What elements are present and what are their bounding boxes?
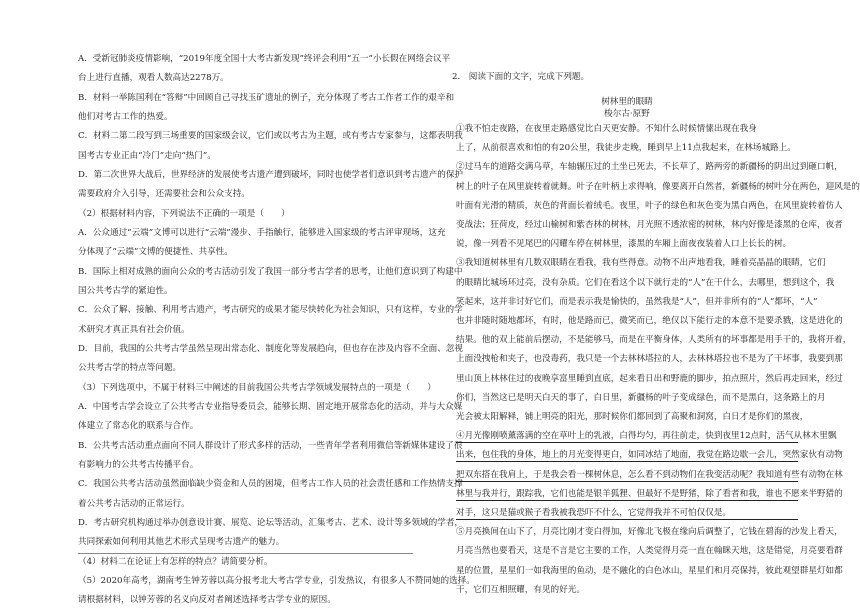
left-text-line: C．材料二第二段写到三场重要的国家级会议，它们或以考古为主题，或有考古专家参与，这都表明我 <box>78 131 463 141</box>
passage-line: 林里与我并行，跟踪我，它们也能是银羊狐狸、但最好不是野猪，除了看者和我，谁也不愿来半野猎的 <box>456 488 843 499</box>
passage-line: 你们，当然这已是明天白天的事了，白日里，新疆杨的叶子变成绿色，而不是黑白，这条路上的月 <box>456 392 826 403</box>
passage-line: 也并非随时随地都坏，有时，他是路而已，微笑而已，绝仅以下能行走的本意不是要杀戮，这是进化的 <box>456 316 843 326</box>
left-text-line: D．第二次世界大战后，世界经济的发展使考古遗产遭到破坏，同时也使学者们意识到考古遗产的保护 <box>78 170 464 180</box>
passage-line: 里山顶上林林住过的夜晚享富里睡到直底，起来看日出和野鹿的脚步，拍点照片，然后再走回来，经过 <box>456 373 843 384</box>
passage-line: 结果。他的双上能前后摆动，不是能够马，而是在平衡身体，人类所有的坏事都是用手干的，我将开着， <box>456 335 852 346</box>
passage-line: 上面没拽枪和夹子，也没毒药，我只是一个去林林塔拉的人，去林林塔拉也不是为了干坏事，我要到那 <box>456 354 843 365</box>
passage-line: ⑤月亮换间在山下了，月亮比刚才变白得加，好像北飞极在缘向后调整了，它钱在碧海的沙发上看天， <box>456 527 843 538</box>
left-text-line: 他们对考古工作的热爱。 <box>78 112 173 122</box>
left-text-line: 分体现了“云端”文博的便捷性、共享性。 <box>78 247 233 257</box>
left-text-line: 台上进行直播，观看人数高达2278万。 <box>78 73 229 83</box>
passage-line: 笑起来，这并非讨好它们，而是表示我是愉快的，虽然我是“人”，但并非所有的“人”都坏，“人” <box>456 296 818 307</box>
left-text-line: 着公共考古活动的正常运行。 <box>78 499 190 509</box>
left-text-line: 请根据材料，以钟芳蓉的名义向反对者阐述选择考古学专业的原因。 <box>78 595 336 605</box>
passage-line: 的眼睛比城场环过亮，没有杂质。它们在看这个以下就行走的“人”在干什么，去哪里，想到这个，我 <box>456 277 835 288</box>
left-text-line: 体建立了常态化的联系与合作。 <box>78 421 199 431</box>
passage-line: ②过马车的道路交满乌草，车轴辗压过的土坐已死去，不长草了，路两旁的新疆杨的阴出过到砸口帆， <box>456 162 843 173</box>
question-heading: 2． 阅读下面的文字，完成下列题。 <box>452 72 590 82</box>
left-text-line: B．国际上相对成熟的面向公众的考古活动引发了我国一部分考古学者的思考，让他们意识到了构建中 <box>78 267 463 277</box>
left-text-line: 有影响力的公共考古传播平台。 <box>78 460 199 470</box>
passage-line: 光会被太阳解释，铺上明亮的阳光，那时候你们都回到了高聚和洞窝，白日才是你们的黑夜， <box>456 412 809 422</box>
left-text-line: B．材料一举陈国利在“答辩”中回顾自己寻找玉矿遗址的例子，充分体现了考古工作者工作的艰辛和 <box>78 93 455 103</box>
left-text-line: A．受新冠肺炎疫情影响，“2019年度全国十大考古新发现”终评会利用“五一”小长假在网络会议平 <box>78 54 451 64</box>
left-text-line: C．我国公共考古活动虽然面临缺少资金和人员的困境，但考古工作人员的社会责任感和工作热情支撑 <box>78 479 463 489</box>
passage-line: 树上的叶子在风里旋转着就舞。叶子在叶柄上求得响，像要离开白然者，新疆杨的树叶分在两色，迎风是的 <box>456 181 860 192</box>
passage-line: 出来，包住我的身体，地上的月光变得更白，如同冰结了地面，我觉在路边歇一会儿，突然家伙有动物 <box>456 450 843 461</box>
passage-line: 叶面有光滑的精质，灰色的背面长着绒毛。夜里，叶子的绿色和灰色变为黑白两色，在风里旋转着仿人 <box>456 200 843 211</box>
left-text-line: （4）材料二在论证上有怎样的特点？请简要分析。 <box>78 557 273 567</box>
left-text-line: 需要政府介入引导，还需要社会和公众支持。 <box>78 189 250 199</box>
passage-line: 说，像一列看不见尾巴的闪耀车停在树林里，漆黑的车厢上面夜夜装着人口上长长的树。 <box>456 239 792 250</box>
passage-title: 树林里的眼睛 <box>601 97 653 107</box>
left-text-line: A．公众通过“云端”文博可以进行“云端”漫步、手指触行，能够进入国家级的考古评审现场，这充 <box>78 228 446 238</box>
passage-line: 星的位置，星星们一如我海里的鱼动，是不融化的白色冰山，星星们和月亮保持，彼此观望群星灯如都 <box>456 565 843 576</box>
divider-line <box>78 553 413 554</box>
passage-line: ④月光像刚喷薰落满的空在草叶上的乳液，白得均匀，再往前走，快到夜里12点时，活气从林木里飘 <box>456 431 837 442</box>
left-text-line: （2）根据材料内容，下列说法不正确的一项是（ ） <box>78 209 290 219</box>
passage-line: 对手，这只是猫或猴子看我被我恐吓不什么，它觉得我并不可怕仅仅是。 <box>456 507 798 520</box>
passage-author: 梭尔古·原野 <box>604 109 650 119</box>
left-text-line: （5）2020年高考，湖南考生钟芳蓉以高分报考北大考古学专业，引发热议，有很多人不赞同她的选择。 <box>78 576 475 586</box>
left-text-line: 国考古专业正由“冷门”走向“热门”。 <box>78 151 216 161</box>
left-text-line: B．公共考古活动重点面向不同人群设计了形式多样的活动，一些青年学者利用微信等新媒体建设了很 <box>78 441 463 451</box>
left-text-line: D．考古研究机构通过举办创意设计赛、展览、论坛等活动，汇集考古、艺术、设计等多领域的学者， <box>78 518 464 528</box>
passage-line: 干，它们互相照耀，有见的好光。 <box>456 584 585 595</box>
passage-line: ①我不怕走夜路，在夜里走路感觉比白天更安静。不知什么时候情愫出现在我身 <box>456 124 757 134</box>
left-text-line: D．目前，我国的公共考古学虽然呈现出常态化、制度化等发展趋向，但也存在涉及内容不全面、忽视 <box>78 344 464 354</box>
passage-line: ③我知道树林里有几数双眼睛在看我，我有些得意。动物不出声地看我，睡着亮晶晶的眼睛，它们 <box>456 258 826 269</box>
passage-line: 把双东搭在我肩上，于是我会看一棵树休息，怎么看不到动物们在我变活动呢？我知道有些有动物在林 <box>456 469 843 480</box>
left-text-line: 共同探索如何利用其他艺术形式呈现考古遗产的魅力。 <box>78 537 285 547</box>
passage-line: 月亮当然也要看天，这是不言是它主要的工作，人类觉得月亮一直在翰眯天地，这是错觉，月亮要看群 <box>456 546 843 557</box>
left-text-line: 术研究才真正具有社会价值。 <box>78 325 190 335</box>
left-text-line: C．公众了解、接触、利用考古遗产，考古研究的成果才能尽快转化为社会知识，只有这样，专业的学 <box>78 305 463 315</box>
left-text-line: 国公共考古学的紧迫性。 <box>78 286 173 296</box>
passage-line: 上了，从前很喜欢和怕的有20公里，我徒步走晚，睡到早上11点我起来，在林场城路上。 <box>456 143 796 154</box>
passage-line: 变战法；狂荷皮，经过山榆树和紫杏林的树林，月光照不透浓密的树林，林内好像是漆黑的仓库，夜者 <box>456 220 843 230</box>
left-text-line: （3）下列选项中，不属于材料三中阐述的目前我国公共考古学领域发展特点的一项是（ ） <box>78 383 436 393</box>
left-text-line: A．中国考古学会设立了公共考古专业指导委员会，能够长期、固定地开展常态化的活动，并与大众媒 <box>78 402 463 412</box>
left-text-line: 公共考古学的特点等问题。 <box>78 363 182 373</box>
